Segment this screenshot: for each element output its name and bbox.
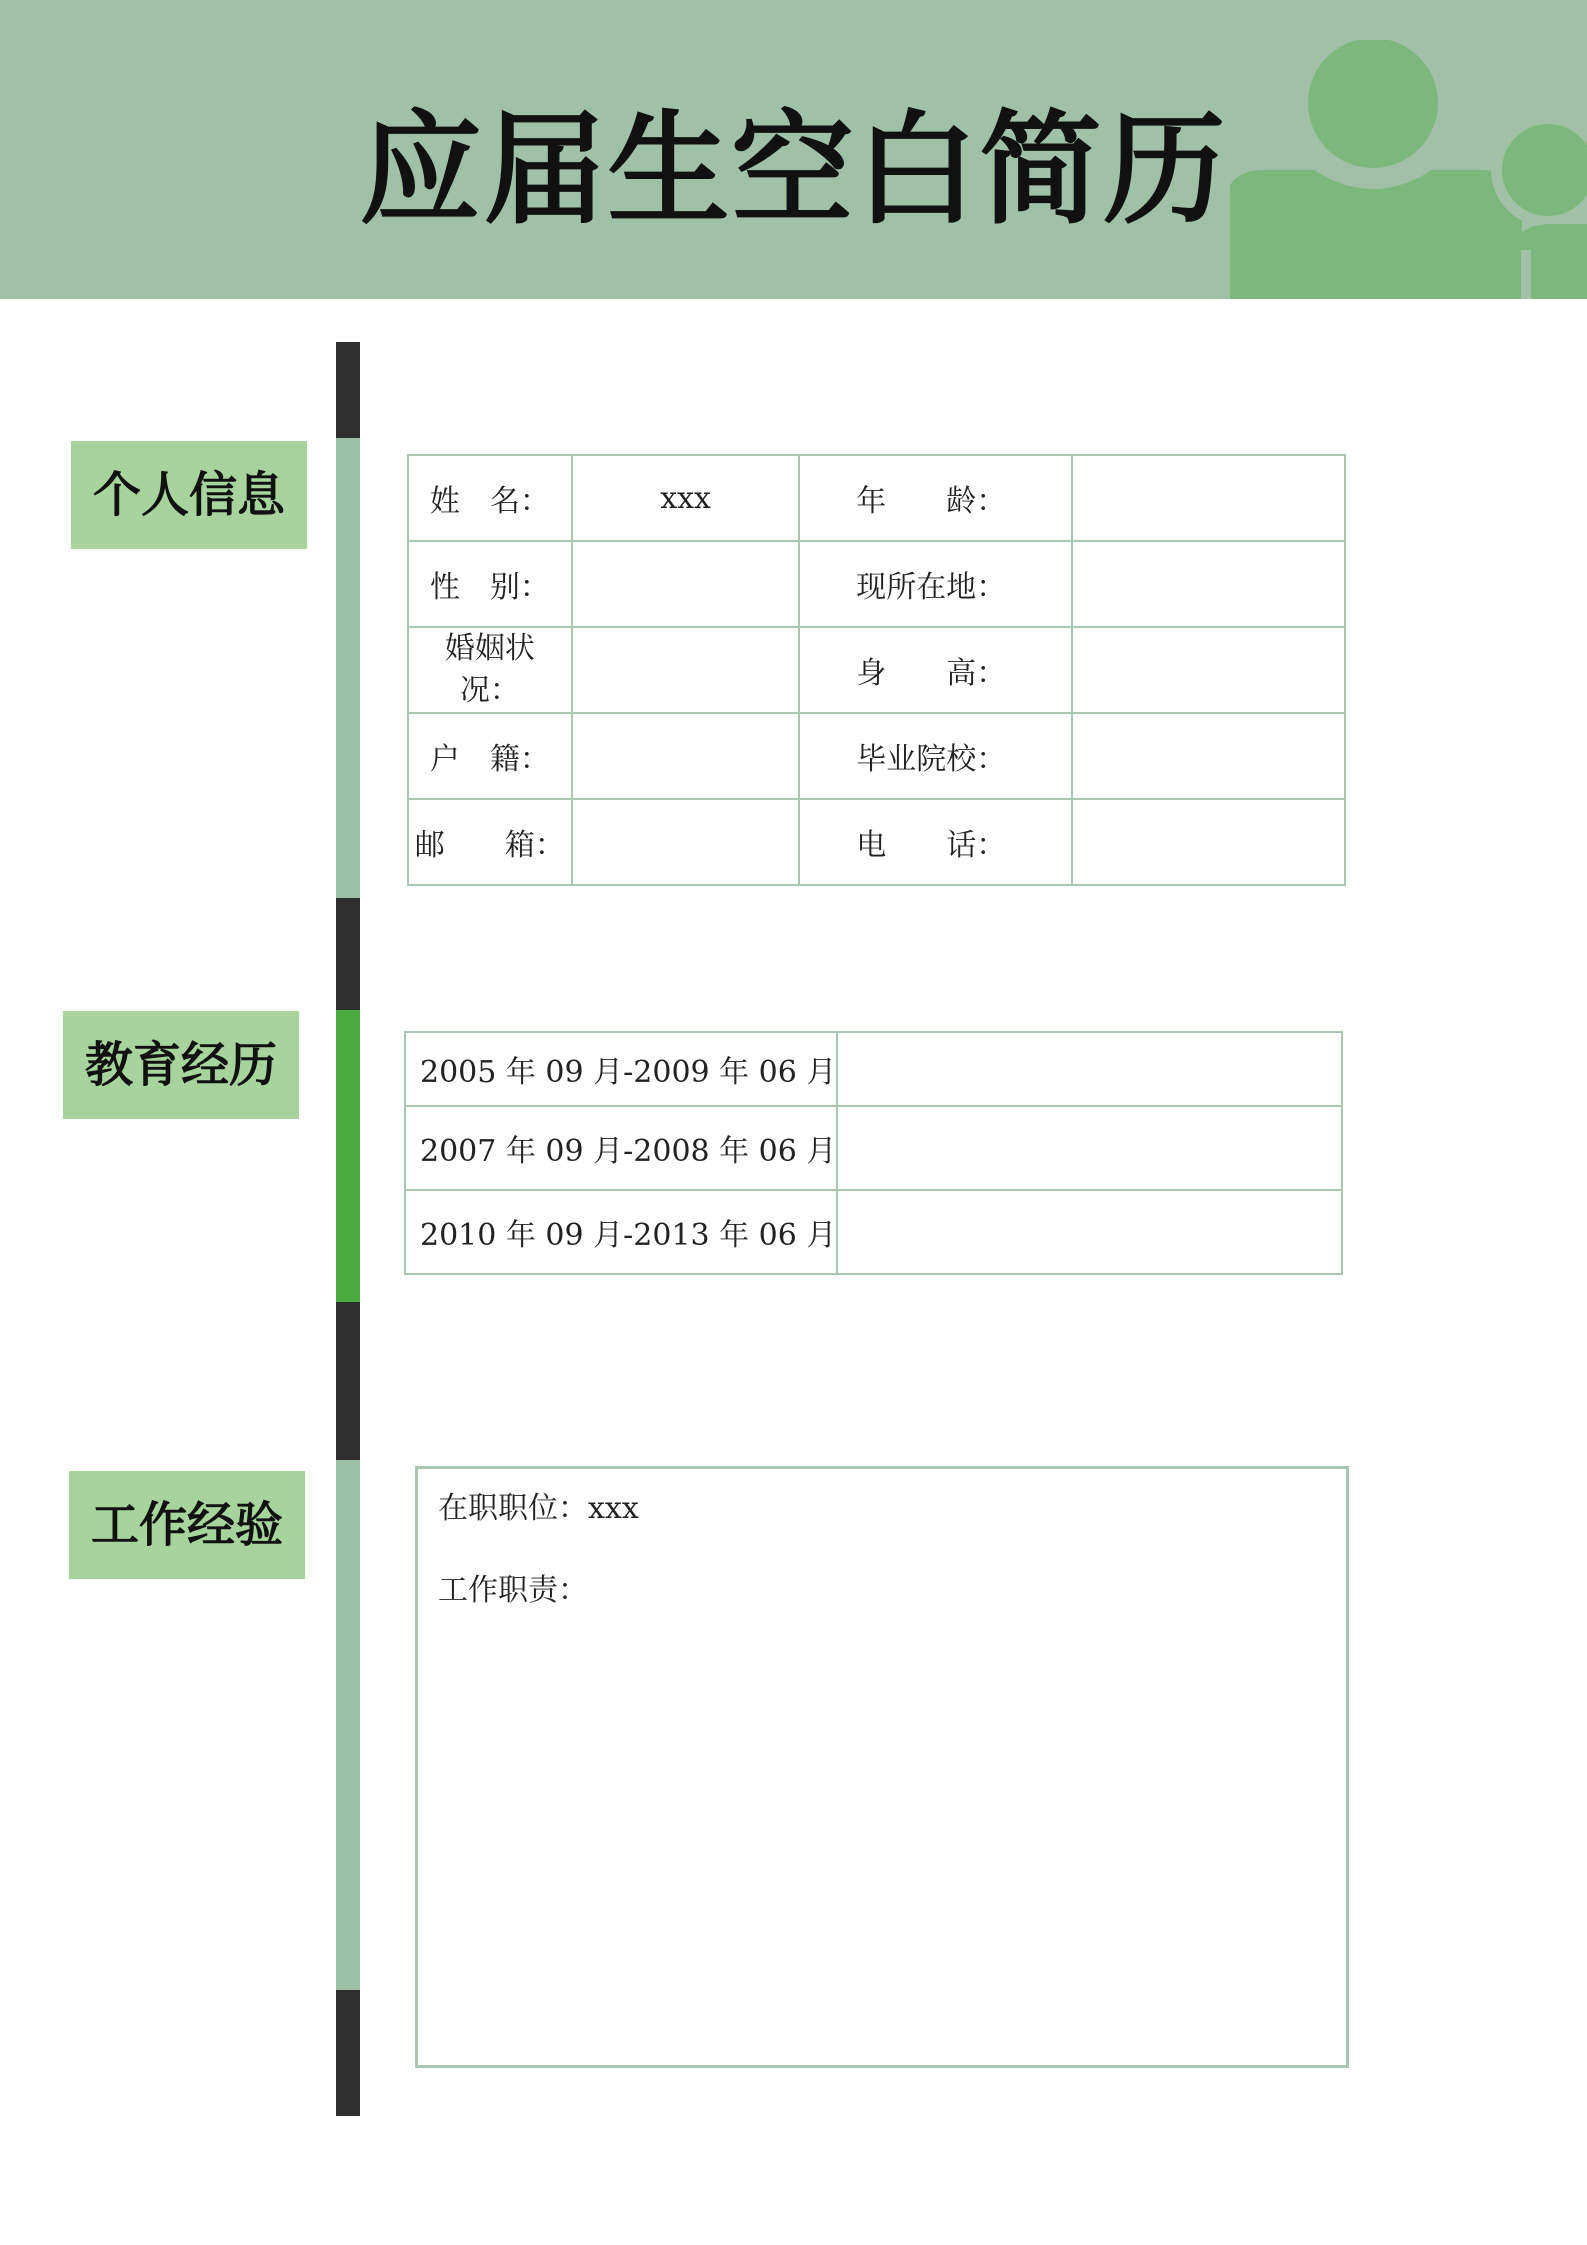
education-period: 2007 年 09 月-2008 年 06 月 [405,1106,837,1190]
email-label: 邮 箱： [408,799,572,885]
education-detail [837,1190,1342,1274]
section-label-work: 工作经验 [69,1471,305,1579]
location-value [1072,541,1345,627]
personal-info-table [407,454,1346,886]
school-value [1072,713,1345,799]
table-row [405,1106,1342,1190]
timeline-segment [336,438,360,898]
work-experience-box [415,1466,1349,2068]
table-row [408,713,1345,799]
table-row [408,455,1345,541]
phone-label: 电 话： [799,799,1072,885]
marital-status-value [572,627,799,713]
job-duties-line: 工作职责： [438,1573,588,1608]
height-label: 身 高： [799,627,1072,713]
people-icon [1230,40,1587,299]
hukou-label: 户 籍： [408,713,572,799]
education-period: 2005 年 09 月-2009 年 06 月 [405,1032,837,1106]
table-row [408,627,1345,713]
current-position-line: 在职职位：xxx [438,1491,639,1526]
email-value [572,799,799,885]
name-label: 姓 名： [408,455,572,541]
page-title: 应届生空白简历 [359,99,1228,241]
gender-value [572,541,799,627]
timeline-segment [336,1990,360,2116]
section-label-education: 教育经历 [63,1011,299,1119]
marital-status-label: 婚姻状况： [408,627,572,713]
timeline-segment [336,898,360,1010]
table-row [408,799,1345,885]
age-label: 年 龄： [799,455,1072,541]
timeline-segment [336,1010,360,1302]
timeline-segment [336,1460,360,1990]
table-row [405,1032,1342,1106]
phone-value [1072,799,1345,885]
age-value [1072,455,1345,541]
school-label: 毕业院校： [799,713,1072,799]
header-banner [0,0,1587,299]
name-value: xxx [572,455,799,541]
height-value [1072,627,1345,713]
education-detail [837,1032,1342,1106]
education-detail [837,1106,1342,1190]
location-label: 现所在地： [799,541,1072,627]
gender-label: 性 别： [408,541,572,627]
table-row [408,541,1345,627]
section-label-personal: 个人信息 [71,441,307,549]
hukou-value [572,713,799,799]
education-period: 2010 年 09 月-2013 年 06 月 [405,1190,837,1274]
timeline-segment [336,1302,360,1460]
timeline-segment [336,342,360,438]
table-row [405,1190,1342,1274]
education-table [404,1031,1343,1275]
